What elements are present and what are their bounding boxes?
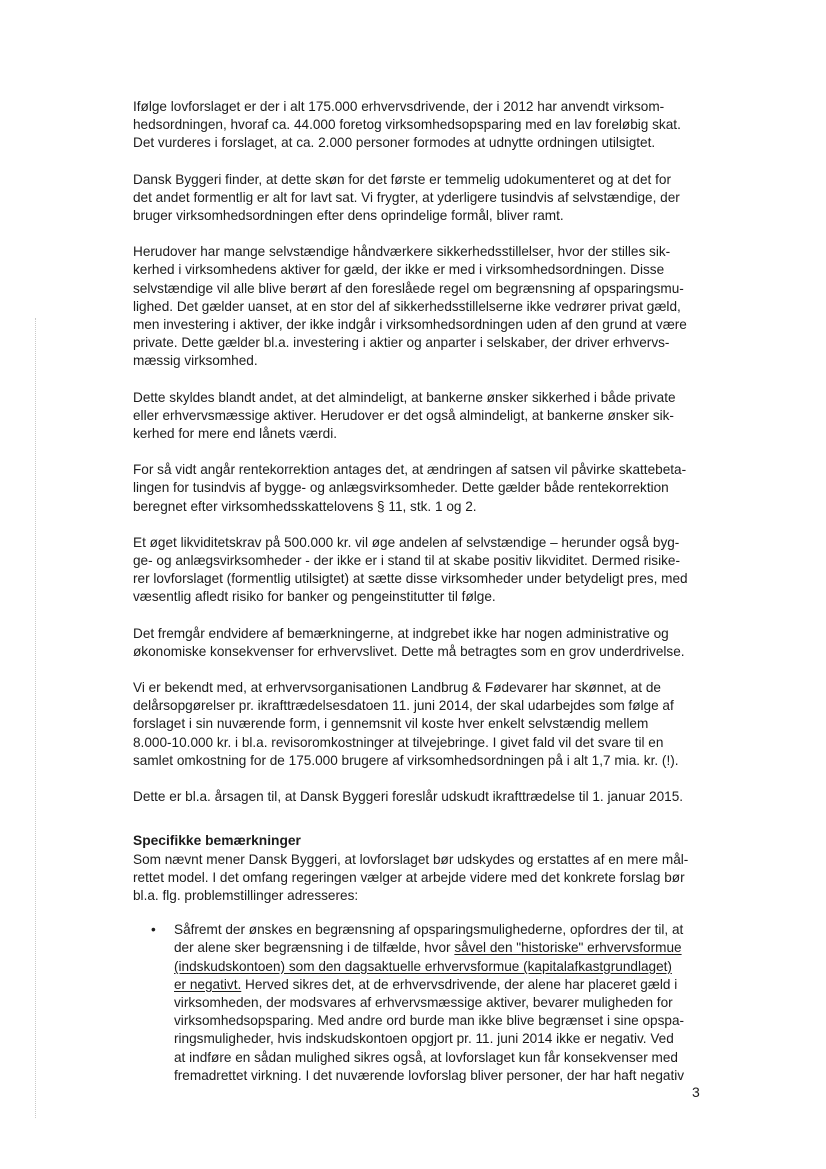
- text-line: delårsopgørelser pr. ikrafttrædelsesdatoen 11. juni 2014, der skal udarbejdes som følge af: [133, 698, 674, 714]
- paragraph-2: [133, 171, 723, 226]
- scan-edge-mark: [35, 318, 36, 1118]
- paragraph-6: [133, 534, 723, 607]
- text-line: Et øget likviditetskrav på 500.000 kr. vil øge andelen af selvstændige – herunder også byg-: [133, 534, 680, 550]
- text-line: [174, 939, 723, 957]
- text-line: Såfremt der ønskes en begrænsning af opsparingsmulighederne, opfordres der til, at: [174, 922, 684, 938]
- section-heading: Specifikke bemærkninger: [133, 833, 301, 849]
- text-line: bl.a. flg. problemstillinger adresseres:: [133, 887, 359, 903]
- text-line: forslaget i sin nuværende form, i gennemsnit vil koste hver enkelt selvstændig mellem: [133, 716, 649, 732]
- text-line: selvstændige vil alle blive berørt af den foreslåede regel om begrænsning af opsparingsmu-: [133, 280, 684, 296]
- bullet-marker: •: [151, 922, 156, 938]
- underlined-text: såvel den "historiske" erhvervsformue: [454, 940, 682, 956]
- paragraph-5: [133, 461, 723, 516]
- bullet-item: [133, 921, 723, 1085]
- text-line: [174, 976, 723, 994]
- paragraph-1: [133, 98, 723, 153]
- text-line: kerhed for mere end lånets værdi.: [133, 426, 338, 442]
- text-line: Dansk Byggeri finder, at dette skøn for det første er temmelig udokumenteret og at det for: [133, 171, 671, 187]
- text-line: private. Dette gælder bl.a. investering i aktier og anparter i selskaber, der driver erhvervs-: [133, 335, 670, 351]
- text-line: Det fremgår endvidere af bemærkningerne, at indgrebet ikke har nogen administrative og: [133, 625, 669, 641]
- text-line: mæssig virksomhed.: [133, 353, 258, 369]
- text-line: ringsmuligheder, hvis indskudskontoen opgjort pr. 11. juni 2014 ikke er negativ. Ved: [174, 1031, 674, 1047]
- text-line: [174, 958, 723, 976]
- text-line: virksomheden, der modsvares af erhvervsmæssige aktiver, bevarer muligheden for: [174, 994, 673, 1010]
- paragraph-7: [133, 625, 723, 661]
- text-line: økonomiske konsekvenser for erhvervslivet. Dette må betragtes som en grov underdrivelse.: [133, 643, 685, 659]
- text-line: lingen for tusindvis af bygge- og anlægsvirksomheder. Dette gælder både rentekorrektion: [133, 480, 669, 496]
- text-line: For så vidt angår rentekorrektion antages det, at ændringen af satsen vil påvirke skattebeta-: [133, 462, 687, 478]
- text-line: men investering i aktiver, der ikke indgår i virksomhedsordningen uden af den grund at være: [133, 317, 687, 333]
- text-line: Dette er bl.a. årsagen til, at Dansk Byggeri foreslår udskudt ikrafttrædelse til 1. januar 2015.: [133, 789, 684, 805]
- paragraph-8: [133, 679, 723, 770]
- text-line: lighed. Det gælder uanset, at en stor del af sikkerhedsstillelserne ikke vedrører privat gæld,: [133, 298, 681, 314]
- text-line: Ifølge lovforslaget er der i alt 175.000 erhvervsdrivende, der i 2012 har anvendt virksom-: [133, 99, 665, 114]
- page-number: 3: [692, 1084, 700, 1100]
- underlined-text: (indskudskontoen) som den dagsaktuelle erhvervsformue (kapitalafkastgrundlaget): [174, 958, 672, 974]
- text-segment: Herved sikres det, at de erhvervsdrivende, der alene har placeret gæld i: [241, 976, 678, 992]
- text-line: Herudover har mange selvstændige håndværkere sikkerhedsstillelser, hvor der stilles sik-: [133, 244, 671, 260]
- text-line: Vi er bekendt med, at erhvervsorganisationen Landbrug & Fødevarer har skønnet, at de: [133, 680, 661, 696]
- text-line: beregnet efter virksomhedsskattelovens § 11, stk. 1 og 2.: [133, 498, 477, 514]
- text-line: fremadrettet virkning. I det nuværende lovforslag bliver personer, der har haft negativ: [174, 1067, 685, 1083]
- section-specific-remarks: [133, 832, 723, 1085]
- text-line: væsentlig afledt risiko for banker og pengeinstitutter til følge.: [133, 589, 496, 605]
- text-line: rettet model. I det omfang regeringen vælger at arbejde videre med det konkrete forslag bør: [133, 869, 685, 885]
- text-line: eller erhvervsmæssige aktiver. Herudover er det også almindeligt, at bankerne ønsker sik-: [133, 407, 674, 423]
- text-segment: der alene sker begrænsning i de tilfælde, hvor: [174, 940, 455, 956]
- paragraph-4: [133, 389, 723, 444]
- text-line: kerhed i virksomhedens aktiver for gæld, der ikke er med i virksomhedsordningen. Disse: [133, 262, 665, 278]
- text-line: ge- og anlægsvirksomheder - der ikke er i stand til at skabe positiv likviditet. Dermed risike-: [133, 553, 680, 569]
- document-body: [133, 98, 723, 1103]
- text-line: samlet omkostning for de 175.000 brugere af virksomhedsordningen på i alt 1,7 mia. kr. (!).: [133, 752, 679, 768]
- text-line: Dette skyldes blandt andet, at det almindeligt, at bankerne ønsker sikkerhed i både private: [133, 389, 676, 405]
- text-line: bruger virksomhedsordningen efter dens oprindelige formål, bliver ramt.: [133, 208, 564, 224]
- text-line: virksomhedsopsparing. Med andre ord burde man ikke blive begrænset i sine opspa-: [174, 1013, 685, 1029]
- text-line: hedsordningen, hvoraf ca. 44.000 foretog virksomhedsopsparing med en lav foreløbig skat.: [133, 117, 681, 133]
- paragraph-9: [133, 788, 723, 806]
- text-line: 8.000-10.000 kr. i bl.a. revisoromkostninger at tilvejebringe. I givet fald vil det svare til en: [133, 734, 664, 750]
- text-line: det andet formentlig er alt for lavt sat. Vi frygter, at yderligere tusindvis af selvstændige, der: [133, 189, 680, 205]
- text-line: rer lovforslaget (formentlig utilsigtet) at sætte disse virksomheder under betydeligt pres, med: [133, 571, 688, 587]
- text-line: Det vurderes i forslaget, at ca. 2.000 personer formodes at udnytte ordningen utilsigtet.: [133, 135, 656, 151]
- text-line: at indføre en sådan mulighed sikres også, at lovforslaget kun får konsekvenser med: [174, 1049, 678, 1065]
- paragraph-3: [133, 243, 723, 370]
- text-line: Som nævnt mener Dansk Byggeri, at lovforslaget bør udskydes og erstattes af en mere mål-: [133, 851, 689, 867]
- underlined-text: er negativt.: [174, 976, 242, 992]
